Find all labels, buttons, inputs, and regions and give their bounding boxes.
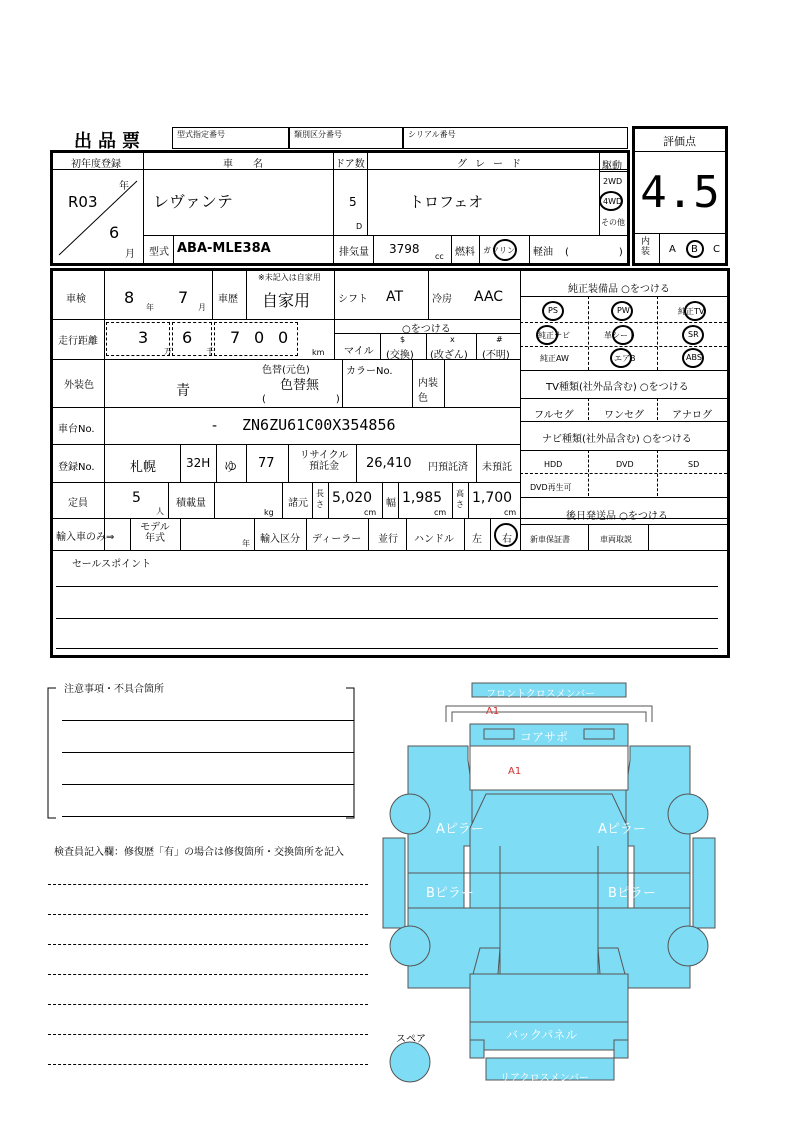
label-front-cross: フロントクロスメンバー	[486, 689, 596, 700]
mark-front: A1	[486, 706, 500, 717]
mark-core: A1	[508, 766, 522, 777]
equipment-title: 純正装備品 ○をつける	[568, 284, 670, 295]
category-field: 類別区分番号	[289, 127, 403, 149]
equip-aw: 純正AW	[540, 354, 569, 363]
capacity-value: 5	[132, 490, 141, 506]
interior-grade-b-circle	[686, 240, 704, 258]
sales-point-label: セールスポイント	[72, 559, 152, 570]
chassis-value: ZN6ZU61C00X354856	[242, 416, 396, 434]
reg-num: 77	[258, 456, 275, 471]
length-value: 5,020	[332, 490, 373, 506]
navi-title: ナビ種類(社外品含む) ○をつける	[542, 434, 692, 445]
equip-ps: PS	[548, 306, 558, 315]
label-back-panel: バックパネル	[506, 1028, 578, 1042]
model-cert-field: 型式指定番号	[172, 127, 289, 149]
vehicle-info-block: 初年度登録 年 R03 6 月 車名 レヴァンテ ドア数 5 D グレード トロフェオ 駆動 2WD 4WD その他 型式 ABA-MLE38A 排気量 3798 cc 燃料 ガソリン 軽油 ( )	[50, 150, 630, 266]
history-value: 自家用	[262, 291, 311, 310]
car-name: レヴァンテ	[153, 192, 233, 211]
reg-kana: ゆ	[224, 460, 238, 475]
doors-value: 5	[349, 195, 357, 209]
displacement-value: 3798	[389, 242, 420, 256]
equip-sr: SR	[688, 330, 699, 339]
equip-pw: PW	[617, 306, 630, 315]
shaken-month: 7	[178, 288, 189, 307]
rating-label: 評価点	[663, 135, 696, 148]
shaken-year: 8	[124, 288, 135, 307]
mileage-digit-2: 6	[182, 328, 193, 347]
equip-abs: ABS	[686, 353, 702, 362]
mileage-digit-1: 3	[138, 328, 149, 347]
handle-right-circle	[494, 523, 518, 547]
mileage-digit-3: 7	[230, 328, 241, 347]
reg-class: 32H	[186, 456, 211, 470]
label-rear-cross: リアクロスメンバー	[500, 1073, 589, 1084]
mileage-digit-5: 0	[278, 328, 289, 347]
label-a-pillar-left: Aピラー	[436, 822, 484, 837]
label-spare: スペア	[396, 1034, 426, 1045]
caution-label: 注意事項・不具合箇所	[64, 684, 164, 695]
fuel-circle	[493, 239, 517, 261]
label-a-pillar-right: Aピラー	[598, 822, 646, 837]
shift-value: AT	[386, 289, 404, 305]
label-b-pillar-left: Bピラー	[426, 886, 474, 901]
repaint-value: 色替無	[280, 378, 320, 393]
handle-right: 右	[502, 534, 512, 545]
label-core-support: コアサポ	[520, 730, 569, 744]
grade-value: トロフェオ	[409, 193, 484, 211]
mileage-digit-4: 0	[254, 328, 265, 347]
exterior-value: 青	[176, 383, 190, 399]
inspector-label: 検査員記入欄：修復歴「有」の場合は修復箇所・交換箇所を記入	[54, 847, 344, 858]
tv-title: TV種類(社外品含む) ○をつける	[546, 382, 689, 393]
drive-4wd: 4WD	[603, 197, 623, 206]
rating-value: 4.5	[640, 167, 720, 218]
height-value: 1,700	[472, 490, 513, 506]
rating-box: 評価点 4.5 内装 A B C	[632, 126, 728, 266]
equip-airbag: エアB	[614, 354, 636, 363]
equip-tv: 純正TV	[678, 307, 705, 316]
page-title: 出品票	[74, 131, 146, 152]
later-title: 後日発送品 ○をつける	[566, 511, 668, 522]
interior-grade-b: B	[691, 244, 698, 255]
equip-leather: 革シート	[604, 331, 636, 340]
recycle-value: 26,410	[366, 456, 412, 471]
fuel-value: ガソリン	[483, 246, 515, 255]
first-reg-era: R03	[68, 193, 98, 211]
interior-grade-a: A	[669, 244, 676, 255]
serial-field: シリアル番号	[403, 127, 628, 149]
first-reg-month: 6	[109, 223, 120, 242]
equip-navi: 純正ナビ	[538, 331, 570, 340]
interior-grade-c: C	[713, 244, 720, 255]
label-b-pillar-right: Bピラー	[608, 886, 656, 901]
model-value: ABA-MLE38A	[177, 241, 271, 256]
drive-4wd-circle	[599, 191, 623, 211]
reg-city: 札幌	[130, 460, 157, 475]
width-value: 1,985	[402, 490, 443, 506]
ac-value: AAC	[474, 289, 504, 305]
